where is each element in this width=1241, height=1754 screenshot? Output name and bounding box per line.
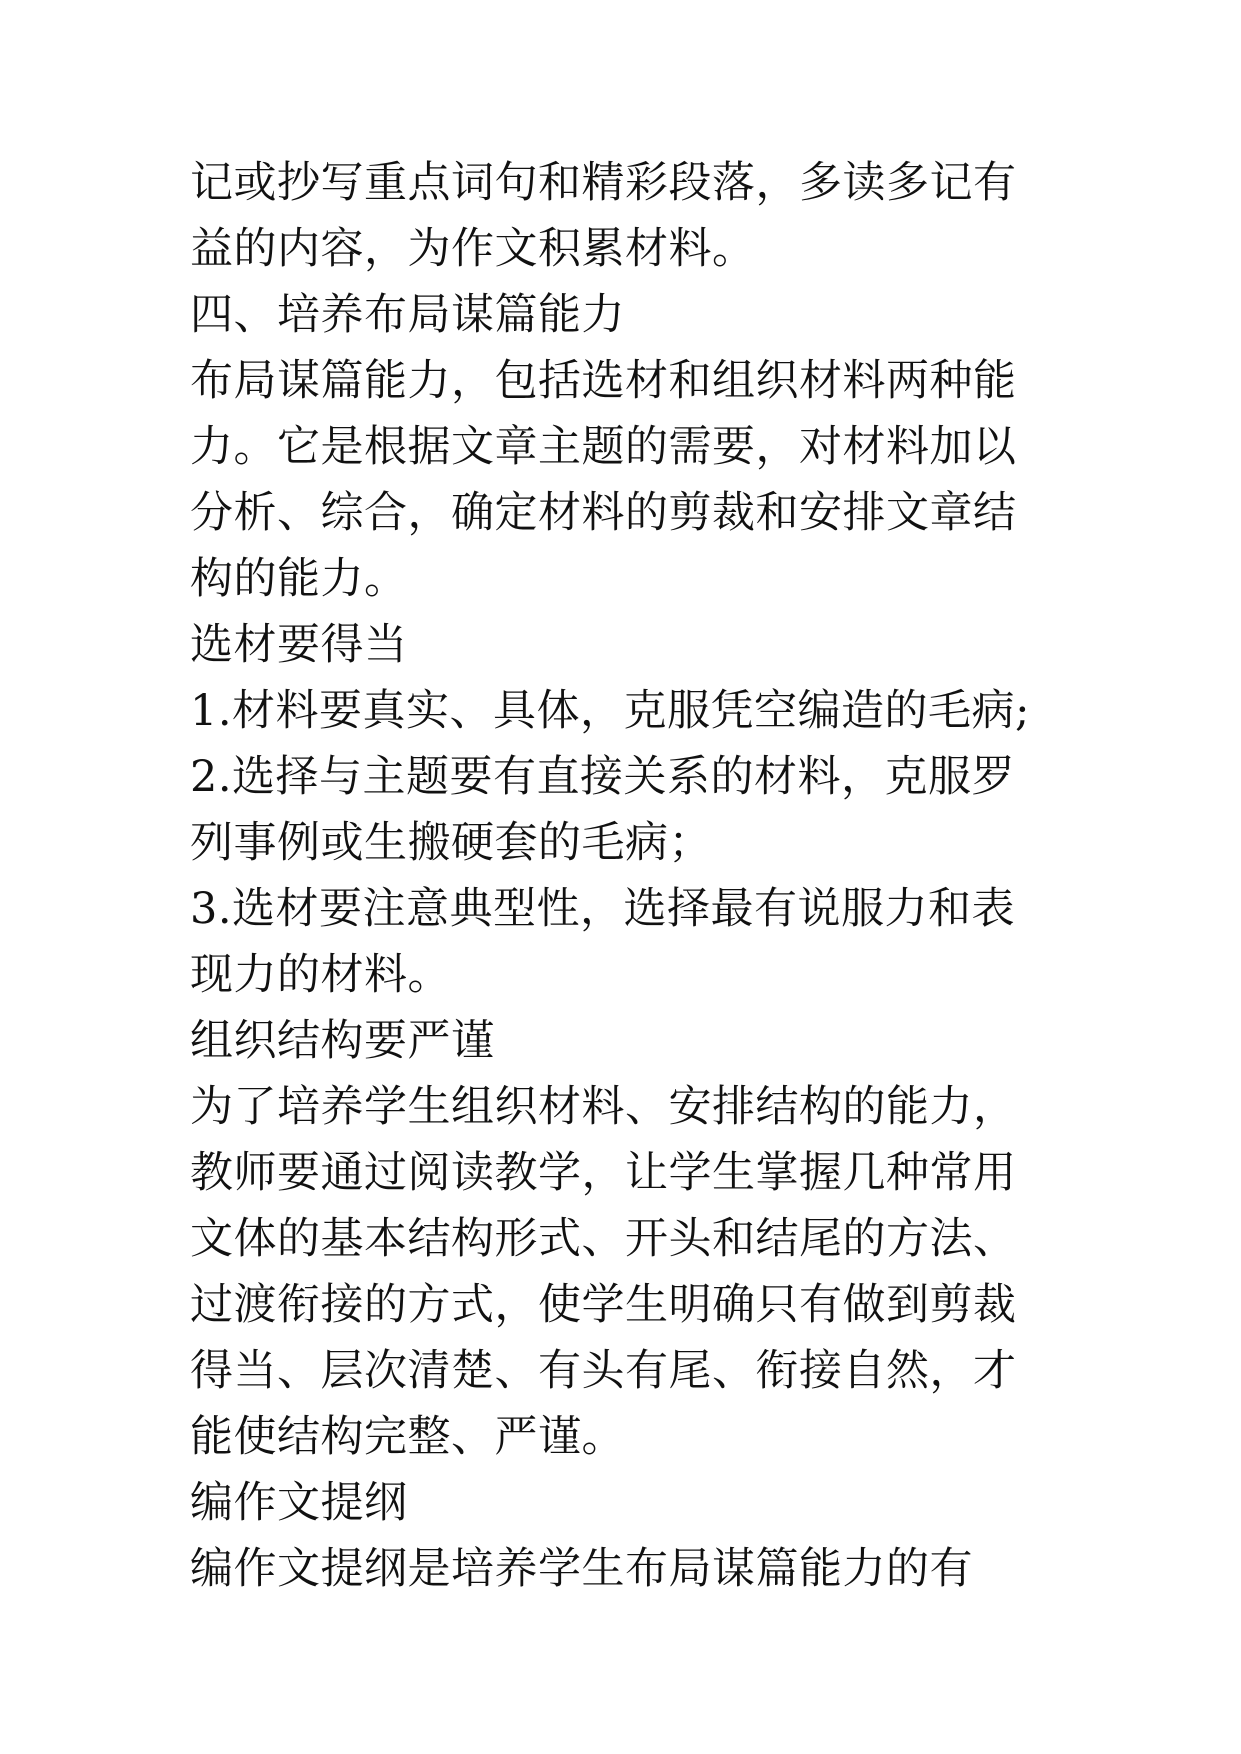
subheading: 选材要得当	[190, 620, 408, 670]
text-line: 得当、层次清楚、有头有尾、衔接自然，才	[190, 1346, 1017, 1396]
text-line: 编作文提纲是培养学生布局谋篇能力的有	[190, 1544, 973, 1594]
text-line: 文体的基本结构形式、开头和结尾的方法、	[190, 1214, 1017, 1264]
list-item-continuation: 列事例或生搬硬套的毛病；	[190, 818, 712, 868]
list-item: 2.选择与主题要有直接关系的材料，克服罗	[190, 752, 1016, 802]
list-item-continuation: 现力的材料。	[190, 950, 451, 1000]
subheading: 组织结构要严谨	[190, 1016, 495, 1066]
list-item: 1.材料要真实、具体，克服凭空编造的毛病;	[190, 686, 1031, 736]
text-line: 记或抄写重点词句和精彩段落，多读多记有	[190, 158, 1017, 208]
subheading: 编作文提纲	[190, 1478, 408, 1528]
list-item: 3.选材要注意典型性，选择最有说服力和表	[190, 884, 1016, 934]
text-line: 为了培养学生组织材料、安排结构的能力，	[190, 1082, 1017, 1132]
text-line: 能使结构完整、严谨。	[190, 1412, 625, 1462]
text-line: 教师要通过阅读教学，让学生掌握几种常用	[190, 1148, 1017, 1198]
section-heading: 四、培养布局谋篇能力	[190, 290, 625, 340]
text-line: 力。它是根据文章主题的需要，对材料加以	[190, 422, 1017, 472]
text-line: 布局谋篇能力，包括选材和组织材料两种能	[190, 356, 1017, 406]
text-line: 益的内容，为作文积累材料。	[190, 224, 756, 274]
text-line: 构的能力。	[190, 554, 408, 604]
document-body-text	[190, 150, 1090, 1602]
text-line: 过渡衔接的方式，使学生明确只有做到剪裁	[190, 1280, 1017, 1330]
text-line: 分析、综合，确定材料的剪裁和安排文章结	[190, 488, 1017, 538]
